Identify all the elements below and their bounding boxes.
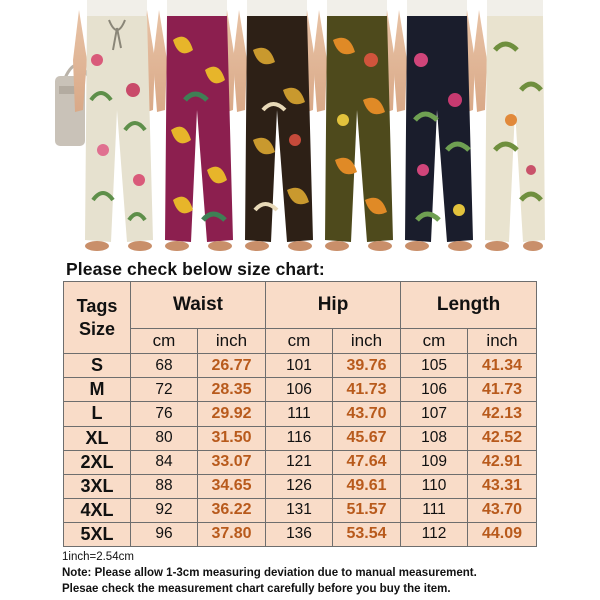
hip-cm-cell: 116 bbox=[266, 426, 333, 450]
waist-cm-cell: 92 bbox=[131, 498, 198, 522]
length-inch-unit: inch bbox=[468, 329, 537, 354]
hip-inch-cell: 39.76 bbox=[333, 354, 401, 378]
product-photo bbox=[55, 0, 545, 258]
length-inch-cell: 43.70 bbox=[468, 498, 537, 522]
waist-cm-cell: 80 bbox=[131, 426, 198, 450]
waist-inch-cell: 36.22 bbox=[198, 498, 266, 522]
length-cm-cell: 109 bbox=[401, 450, 468, 474]
size-chart-table bbox=[63, 281, 537, 547]
length-inch-cell: 41.34 bbox=[468, 354, 537, 378]
size-cell: 2XL bbox=[64, 450, 131, 474]
size-row bbox=[64, 354, 537, 378]
size-row bbox=[64, 522, 537, 546]
hip-cm-cell: 131 bbox=[266, 498, 333, 522]
hip-cm-cell: 126 bbox=[266, 474, 333, 498]
size-cell: L bbox=[64, 402, 131, 426]
hip-cm-cell: 106 bbox=[266, 378, 333, 402]
waist-cm-cell: 76 bbox=[131, 402, 198, 426]
length-inch-cell: 43.31 bbox=[468, 474, 537, 498]
hip-inch-cell: 53.54 bbox=[333, 522, 401, 546]
waist-inch-cell: 37.80 bbox=[198, 522, 266, 546]
length-inch-cell: 42.52 bbox=[468, 426, 537, 450]
hip-cm-cell: 111 bbox=[266, 402, 333, 426]
length-cm-cell: 105 bbox=[401, 354, 468, 378]
hip-cm-cell: 101 bbox=[266, 354, 333, 378]
tags-label: Tags bbox=[76, 295, 118, 316]
waist-cm-cell: 88 bbox=[131, 474, 198, 498]
waist-cm-cell: 68 bbox=[131, 354, 198, 378]
size-label: Size bbox=[78, 318, 116, 339]
size-cell: M bbox=[64, 378, 131, 402]
hip-inch-cell: 51.57 bbox=[333, 498, 401, 522]
length-inch-cell: 41.73 bbox=[468, 378, 537, 402]
waist-inch-cell: 29.92 bbox=[198, 402, 266, 426]
length-header: Length bbox=[401, 282, 537, 329]
size-row bbox=[64, 426, 537, 450]
hip-cm-unit: cm bbox=[266, 329, 333, 354]
length-cm-cell: 110 bbox=[401, 474, 468, 498]
hip-inch-cell: 47.64 bbox=[333, 450, 401, 474]
waist-cm-cell: 72 bbox=[131, 378, 198, 402]
size-row bbox=[64, 474, 537, 498]
waist-inch-cell: 34.65 bbox=[198, 474, 266, 498]
deviation-note: Note: Please allow 1-3cm measuring deviation due to manual measurement. bbox=[62, 567, 477, 579]
length-cm-cell: 111 bbox=[401, 498, 468, 522]
length-cm-cell: 106 bbox=[401, 378, 468, 402]
size-row bbox=[64, 402, 537, 426]
size-row bbox=[64, 450, 537, 474]
hip-inch-unit: inch bbox=[333, 329, 401, 354]
size-cell: 5XL bbox=[64, 522, 131, 546]
length-inch-cell: 42.13 bbox=[468, 402, 537, 426]
length-inch-cell: 44.09 bbox=[468, 522, 537, 546]
length-cm-cell: 112 bbox=[401, 522, 468, 546]
hip-cm-cell: 136 bbox=[266, 522, 333, 546]
size-cell: XL bbox=[64, 426, 131, 450]
size-chart-heading: Please check below size chart: bbox=[66, 259, 325, 279]
waist-inch-cell: 26.77 bbox=[198, 354, 266, 378]
waist-cm-cell: 96 bbox=[131, 522, 198, 546]
hip-header: Hip bbox=[266, 282, 401, 329]
waist-inch-cell: 31.50 bbox=[198, 426, 266, 450]
tags-size-header bbox=[64, 282, 131, 354]
size-row bbox=[64, 498, 537, 522]
waist-inch-unit: inch bbox=[198, 329, 266, 354]
length-inch-cell: 42.91 bbox=[468, 450, 537, 474]
waist-cm-cell: 84 bbox=[131, 450, 198, 474]
length-cm-cell: 107 bbox=[401, 402, 468, 426]
size-cell: S bbox=[64, 354, 131, 378]
hip-cm-cell: 121 bbox=[266, 450, 333, 474]
conversion-note: 1inch=2.54cm bbox=[62, 551, 134, 563]
waist-cm-unit: cm bbox=[131, 329, 198, 354]
length-cm-unit: cm bbox=[401, 329, 468, 354]
waist-inch-cell: 33.07 bbox=[198, 450, 266, 474]
size-row bbox=[64, 378, 537, 402]
waist-header: Waist bbox=[131, 282, 266, 329]
check-note: Plesae check the measurement chart carefully before you buy the item. bbox=[62, 583, 451, 595]
size-cell: 3XL bbox=[64, 474, 131, 498]
hip-inch-cell: 49.61 bbox=[333, 474, 401, 498]
size-cell: 4XL bbox=[64, 498, 131, 522]
waist-inch-cell: 28.35 bbox=[198, 378, 266, 402]
hip-inch-cell: 41.73 bbox=[333, 378, 401, 402]
hip-inch-cell: 45.67 bbox=[333, 426, 401, 450]
hip-inch-cell: 43.70 bbox=[333, 402, 401, 426]
length-cm-cell: 108 bbox=[401, 426, 468, 450]
